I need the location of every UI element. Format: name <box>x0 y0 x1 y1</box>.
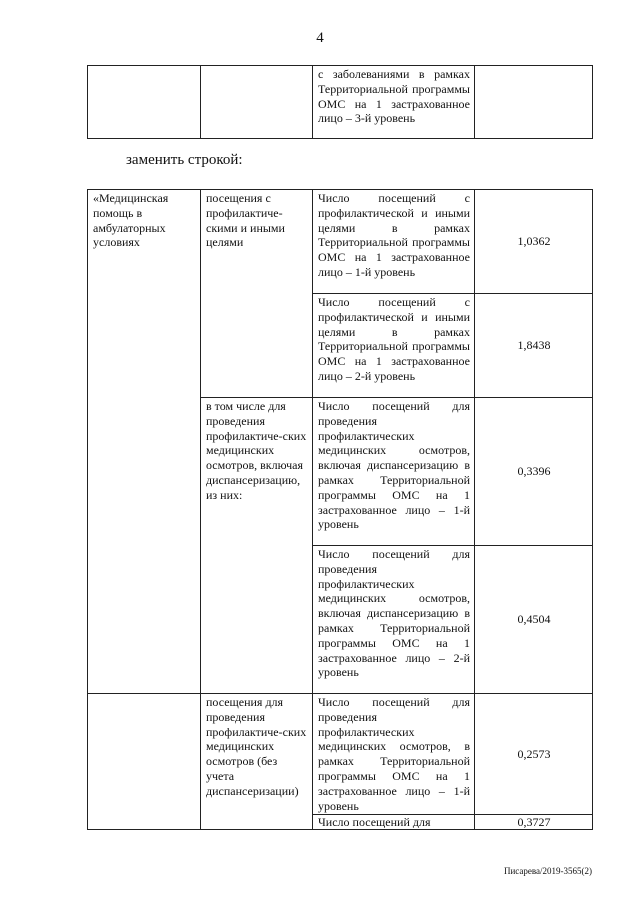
indicator-cell: Число посещений с профилактической и иными целями в рамках Территориальной программы ОМС на 1 застрахованное лицо – 1-й уровень <box>313 190 475 294</box>
value-cell: 1,0362 <box>475 190 593 294</box>
value-cell: 1,8438 <box>475 294 593 398</box>
value-cell <box>475 66 593 139</box>
group-label-cell: в том числе для проведения профилактиче-ских медицинских осмотров, включая диспансеризацию, из них: <box>201 398 313 694</box>
value-cell: 0,3396 <box>475 398 593 546</box>
table-cell <box>88 66 201 139</box>
replacement-table <box>87 189 593 830</box>
indicator-cell: Число посещений для проведения профилактических медицинских осмотров, включая диспансеризацию в рамках Территориальной программы ОМС на 1 застрахованное лицо – 1-й уровень <box>313 398 475 546</box>
value-cell <box>475 815 593 830</box>
page-number: 4 <box>316 30 324 46</box>
indicator-cell: Число посещений с профилактической и иными целями в рамках Территориальной программы ОМС на 1 застрахованное лицо – 2-й уровень <box>313 294 475 398</box>
previous-table-fragment <box>87 65 593 139</box>
table-cell <box>201 66 313 139</box>
value-cell: 0,2573 <box>475 694 593 815</box>
indicator-text: Число посещений для <box>318 816 431 829</box>
category-cell <box>88 694 201 830</box>
group-label-cell: посещения для проведения профилактиче-ских медицинских осмотров (без учета диспансеризации) <box>201 694 313 830</box>
indicator-cell: с заболеваниями в рамках Территориальной программы ОМС на 1 застрахованное лицо – 3-й уровень <box>313 66 475 139</box>
value-cell: 0,4504 <box>475 546 593 694</box>
table-row <box>88 694 593 815</box>
indicator-cell <box>313 815 475 830</box>
indicator-cell: Число посещений для проведения профилактических медицинских осмотров, включая диспансеризацию в рамках Территориальной программы ОМС на 1 застрахованное лицо – 2-й уровень <box>313 546 475 694</box>
indicator-cell: Число посещений для проведения профилактических медицинских осмотров, в рамках Территориальной программы ОМС на 1 застрахованное лицо – 1-й уровень <box>313 694 475 815</box>
table-row <box>88 66 593 139</box>
value-text: 0,3727 <box>517 816 551 829</box>
document-footer-code: Писарева/2019-3565(2) <box>503 866 592 876</box>
replace-instruction: заменить строкой: <box>126 152 243 168</box>
group-label-cell: посещения с профилактиче-скими и иными целями <box>201 190 313 398</box>
table-row <box>88 190 593 294</box>
category-cell: «Медицинская помощь в амбулаторных условиях <box>88 190 201 694</box>
